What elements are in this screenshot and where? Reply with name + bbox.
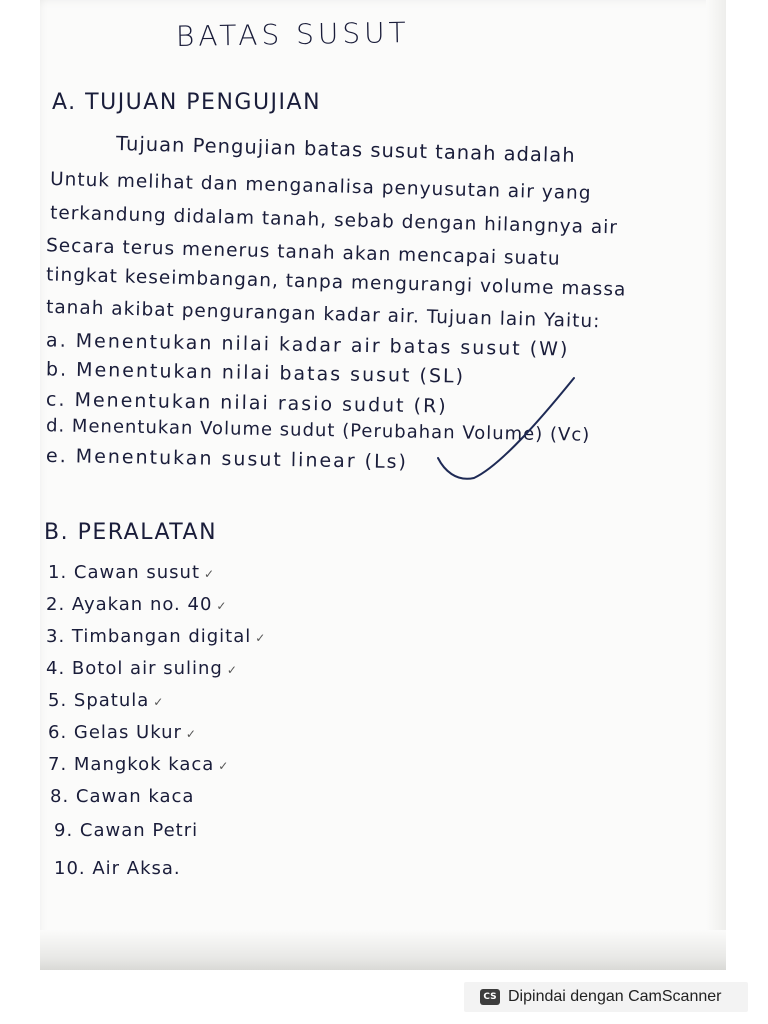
equipment-item	[54, 820, 198, 841]
tick-mark-icon: ✓	[204, 567, 216, 581]
equipment-item	[54, 858, 181, 879]
objective-item: c. Menentukan nilai rasio sudut (R)	[45, 388, 448, 418]
tick-mark-icon: ✓	[218, 759, 230, 773]
camscanner-watermark	[464, 982, 748, 1012]
paragraph-line: Tujuan Pengujian batas susut tanah adalah	[115, 131, 576, 168]
objective-item: a. Menentukan nilai kadar air batas susut (W)	[45, 329, 570, 361]
equipment-item	[46, 626, 266, 647]
equipment-item-text: 5. Spatula	[48, 690, 150, 711]
equipment-item-text: 10. Air Aksa.	[54, 858, 181, 879]
equipment-item-text: 4. Botol air suling	[46, 658, 223, 679]
tick-mark-icon: ✓	[226, 663, 238, 677]
tick-mark-icon: ✓	[255, 631, 267, 645]
equipment-item	[48, 722, 197, 743]
paper-edge	[706, 0, 726, 968]
equipment-item-text: 9. Cawan Petri	[54, 820, 199, 841]
equipment-item-text: 7. Mangkok kaca	[48, 754, 215, 775]
tick-mark-icon: ✓	[153, 695, 165, 709]
paragraph-line: Secara terus menerus tanah akan mencapai suatu	[45, 235, 561, 270]
paper-bottom-shadow	[40, 930, 726, 970]
equipment-item-text: 1. Cawan susut	[48, 562, 201, 583]
equipment-item-text: 2. Ayakan no. 40	[46, 594, 213, 615]
equipment-item	[48, 754, 229, 775]
equipment-item	[50, 786, 194, 807]
equipment-item	[48, 690, 164, 711]
objective-item: b. Menentukan nilai batas susut (SL)	[45, 358, 466, 388]
equipment-item	[46, 594, 227, 615]
equipment-item-text: 3. Timbangan digital	[46, 626, 252, 647]
checkmark-icon	[430, 370, 580, 490]
paragraph-line: terkandung didalam tanah, sebab dengan hilangnya air	[49, 202, 619, 239]
equipment-item	[46, 658, 238, 679]
section-a-heading: A. TUJUAN PENGUJIAN	[52, 90, 322, 115]
tick-mark-icon: ✓	[216, 599, 228, 613]
equipment-item-text: 6. Gelas Ukur	[48, 722, 182, 743]
equipment-item-text: 8. Cawan kaca	[50, 786, 195, 807]
equipment-item	[48, 562, 215, 583]
paragraph-line: tanah akibat pengurangan kadar air. Tujuan lain Yaitu:	[45, 296, 601, 333]
objective-item: e. Menentukan susut linear (Ls)	[45, 444, 409, 474]
section-b-heading: B. PERALATAN	[44, 520, 218, 545]
tick-mark-icon: ✓	[185, 727, 197, 741]
camscanner-text: Dipindai dengan CamScanner	[508, 988, 722, 1005]
camscanner-logo-icon: CS	[480, 989, 500, 1005]
objective-item: d. Menentukan Volume sudut (Perubahan Volume) (Vc)	[45, 415, 591, 446]
paragraph-line: Untuk melihat dan menganalisa penyusutan air yang	[49, 168, 592, 205]
page-title: BATAS SUSUT	[175, 15, 410, 54]
paragraph-line: tingkat keseimbangan, tanpa mengurangi volume massa	[45, 264, 627, 301]
